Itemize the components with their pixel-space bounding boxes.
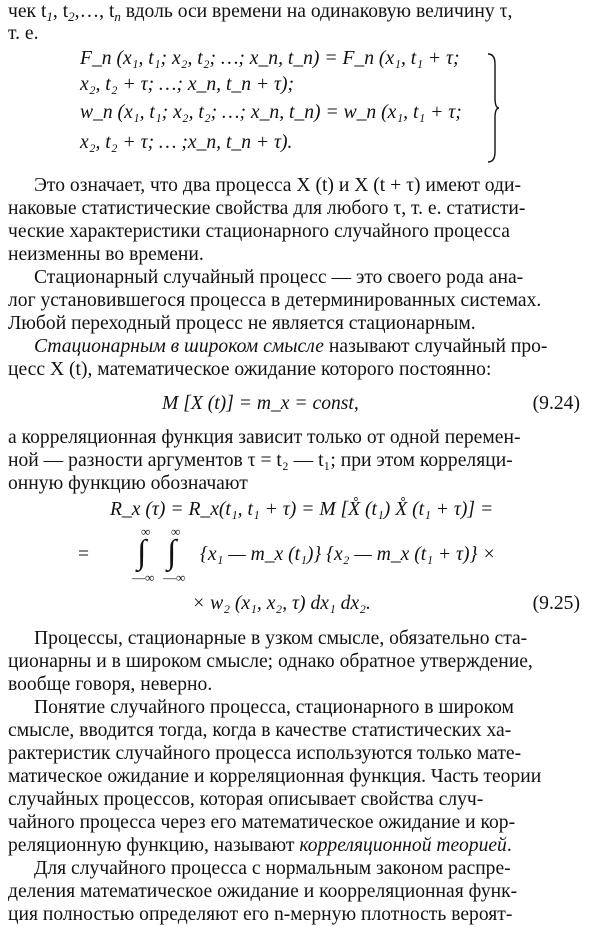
text-line: ционарны и в широком смысле; однако обратное утверждение,: [8, 651, 533, 672]
equals-sign: =: [78, 544, 90, 565]
text-line: т. е.: [8, 23, 39, 44]
text-line: смысле, вводится тогда, когда в качестве статистических ха-: [8, 720, 512, 741]
text-line: Процессы, стационарные в узком смысле, обязательно ста-: [34, 628, 528, 649]
equation-9-24: M [X (t)] = m_x = const,: [162, 393, 359, 414]
text-line: случайных процессов, которая описывает свойства случ-: [8, 789, 484, 810]
text-line: чек $t_1$, $t_2,\dots$, $t_n$ вдоль оси времени на одинаковую величину τ,: [8, 1, 513, 24]
text-line: наковые статистические свойства для любого τ, т. е. статисти-: [8, 198, 526, 219]
equation-row: {x₁ — m_x (t₁)} {x₂ — m_x (t₁ + τ)} ×: [200, 544, 496, 565]
upper-limit: ∞: [171, 524, 181, 539]
italic-term: Стационарным в широком смысле: [34, 336, 324, 357]
text-line: а корреляционная функция зависит только от одной перемен-: [8, 427, 521, 448]
text-line: ной — разности аргументов τ = t₂ — t₁; при этом корреляци-: [8, 450, 513, 471]
text-line: Любой переходный процесс не является стационарным.: [8, 313, 476, 334]
italic-term: корреляционной теорией: [299, 835, 507, 856]
upper-limit: ∞: [141, 524, 151, 539]
text-line: чайного процесса через его математическое ожидание и кор-: [8, 812, 516, 833]
text-line: деления математическое ожидание и коорреляционная функ-: [8, 881, 518, 902]
equation-row: w_n (x₁, t₁; x₂, t₂; …; x_n, t_n) = w_n (x₁, t₁ + τ;: [80, 102, 462, 123]
text-line: рактеристик случайного процесса используются только мате-: [8, 743, 522, 764]
equation-number: (9.25): [532, 593, 580, 614]
equation-number: (9.24): [532, 393, 580, 414]
equation-row: x₂, t₂ + τ; … ;x_n, t_n + τ).: [80, 132, 293, 153]
text-line: Это означает, что два процесса X (t) и X (t + τ) имеют оди-: [34, 175, 522, 196]
text-line: вообще говоря, неверно.: [8, 674, 213, 695]
text-line: неизменны во времени.: [8, 244, 204, 265]
text-line: Понятие случайного процесса, стационарного в широком: [34, 697, 514, 718]
text-line: Стационарный случайный процесс — это своего рода ана-: [34, 267, 524, 288]
text-line: лог установившегося процесса в детерминированных системах.: [8, 290, 542, 311]
equation-row: × w₂ (x₁, x₂, τ) dx₁ dx₂.: [192, 593, 371, 614]
text-line: цесс X (t), математическое ожидание которого постоянно:: [8, 359, 492, 380]
integral-sign: ∫: [137, 534, 147, 571]
equation-row: R_x (τ) = R_x(t₁, t₁ + τ) = M [X̊ (t₁) X̊ (t₁ + τ)] =: [110, 499, 494, 520]
text-line: онную функцию обозначают: [8, 473, 248, 494]
equation-row: F_n (x₁, t₁; x₂, t₂; …; x_n, t_n) = F_n (x₁, t₁ + τ;: [80, 48, 460, 69]
text-line: ция полностью определяют его n-мерную плотность вероят-: [8, 904, 513, 925]
text-line: реляционную функцию, называют корреляционной теорией.: [8, 835, 512, 856]
text-line: Стационарным в широком смысле называют случайный про-: [34, 336, 548, 357]
text-line: ческие характеристики стационарного случайного процесса: [8, 221, 510, 242]
lower-limit: —∞: [163, 570, 186, 585]
right-brace: [486, 52, 500, 164]
text-line: Для случайного процесса с нормальным законом распре-: [34, 858, 511, 879]
lower-limit: —∞: [132, 570, 155, 585]
text-line: матическое ожидание и корреляционная функция. Часть теории: [8, 766, 542, 787]
equation-row: x₂, t₂ + τ; …; x_n, t_n + τ);: [80, 74, 295, 95]
integral-sign: ∫: [167, 534, 177, 571]
